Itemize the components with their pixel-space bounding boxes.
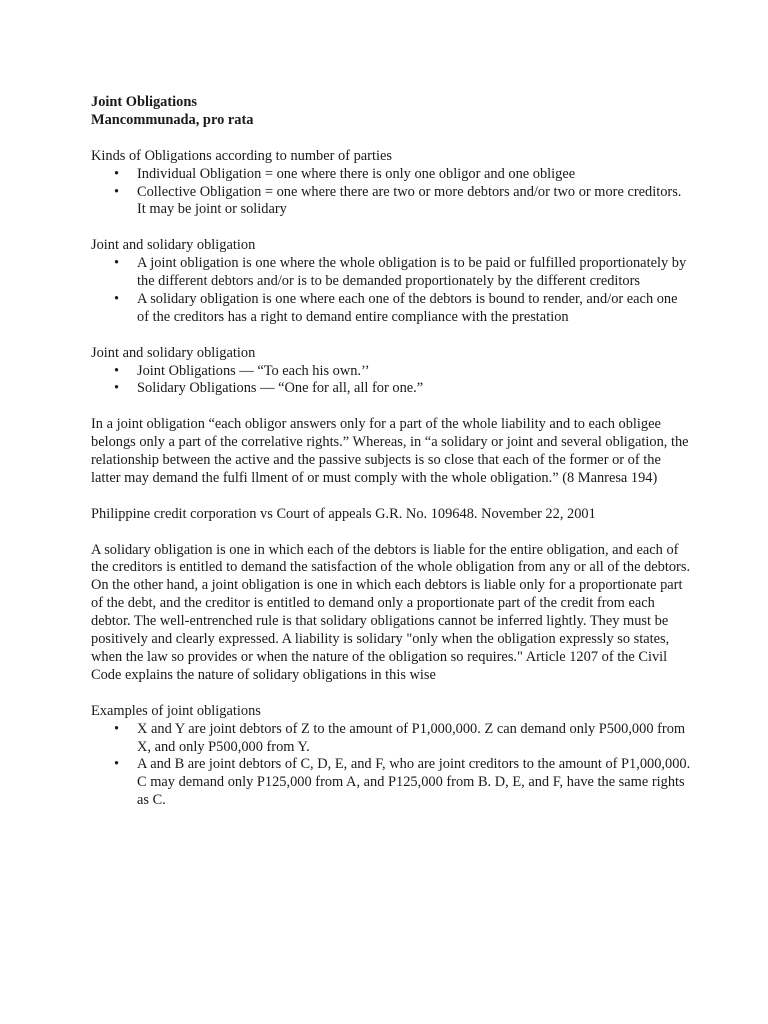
bullet-icon: • [114,756,120,773]
bullet-list [91,166,691,220]
list-item [91,363,691,381]
list-item-text: Individual Obligation = one where there is only one obligor and one obligee [137,165,576,182]
section-joint-and-solidary-mottos [91,345,691,399]
title-line-1: Joint Obligations [91,94,197,110]
bullet-icon: • [114,290,120,307]
bullet-list [91,721,691,811]
spacer [91,398,691,416]
paragraph-manresa: In a joint obligation “each obligor answers only for a part of the whole liability and to each obligee belongs only a part of the correlative rights.” Whereas, in “a solidary or joint and several obligation, the relationship between the active and the passive subjects is so close that each of the former or of the latter may demand the fulfi llment of or must comply with the whole obligation.” (8 Manresa 194) [91,416,689,486]
list-item [91,721,691,757]
list-item [91,166,691,184]
list-item-text: A solidary obligation is one where each one of the debtors is bound to render, and/or each one of the creditors has a right to demand entire compliance with the prestation [137,290,678,325]
spacer [91,327,691,345]
bullet-icon: • [114,183,120,200]
section-heading: Kinds of Obligations according to number of parties [91,147,392,164]
bullet-icon: • [114,255,120,272]
bullet-list [91,255,691,327]
list-item [91,291,691,327]
document-title [91,94,691,130]
list-item-text: A joint obligation is one where the whole obligation is to be paid or fulfilled proportionately by the different debtors and/or is to be demanded proportionately by the different creditors [137,255,687,290]
section-examples [91,703,691,810]
paragraph-solidary-obligation: A solidary obligation is one in which each of the debtors is liable for the entire obligation, and each of the creditors is entitled to demand the satisfaction of the whole obligation from any or all of the debtors. On the other hand, a joint obligation is one in which each debtors is liable only for a proportionate part of the debt, and the creditor is entitled to demand only a proportionate part of the credit from each debtor. The well-entrenched rule is that solidary obligations cannot be inferred lightly. They must be positively and clearly expressed. A liability is solidary "only when the obligation expressly so states, when the law so provides or when the nature of the obligation so requires." Article 1207 of the Civil Code explains the nature of solidary obligations in this wise [91,541,691,683]
section-heading: Examples of joint obligations [91,702,261,719]
list-item-text: A and B are joint debtors of C, D, E, and F, who are joint creditors to the amount of P1,000,000. C may demand only P125,000 from A, and P125,000 from B. D, E, and F, have the same rights as C. [137,756,691,809]
section-kinds-of-obligations [91,148,691,220]
section-heading: Joint and solidary obligation [91,344,256,361]
bullet-icon: • [114,380,120,397]
bullet-icon: • [114,720,120,737]
spacer [91,685,691,703]
spacer [91,524,691,542]
list-item [91,184,691,220]
bullet-icon: • [114,362,120,379]
spacer [91,219,691,237]
title-line-2: Mancommunada, pro rata [91,111,254,128]
section-joint-and-solidary-definitions [91,237,691,327]
case-citation: Philippine credit corporation vs Court of appeals G.R. No. 109648. November 22, 2001 [91,505,596,522]
list-item [91,756,691,810]
document-page [91,94,691,810]
bullet-list [91,363,691,399]
section-heading: Joint and solidary obligation [91,237,256,254]
spacer [91,488,691,506]
list-item-text: X and Y are joint debtors of Z to the amount of P1,000,000. Z can demand only P500,000 from X, and only P500,000 from Y. [137,720,686,755]
list-item-text: Collective Obligation = one where there are two or more debtors and/or two or more creditors. It may be joint or solidary [137,183,682,218]
list-item [91,255,691,291]
list-item [91,380,691,398]
bullet-icon: • [114,165,120,182]
list-item-text: Solidary Obligations — “One for all, all for one.” [137,380,424,397]
list-item-text: Joint Obligations — “To each his own.’’ [137,362,370,379]
